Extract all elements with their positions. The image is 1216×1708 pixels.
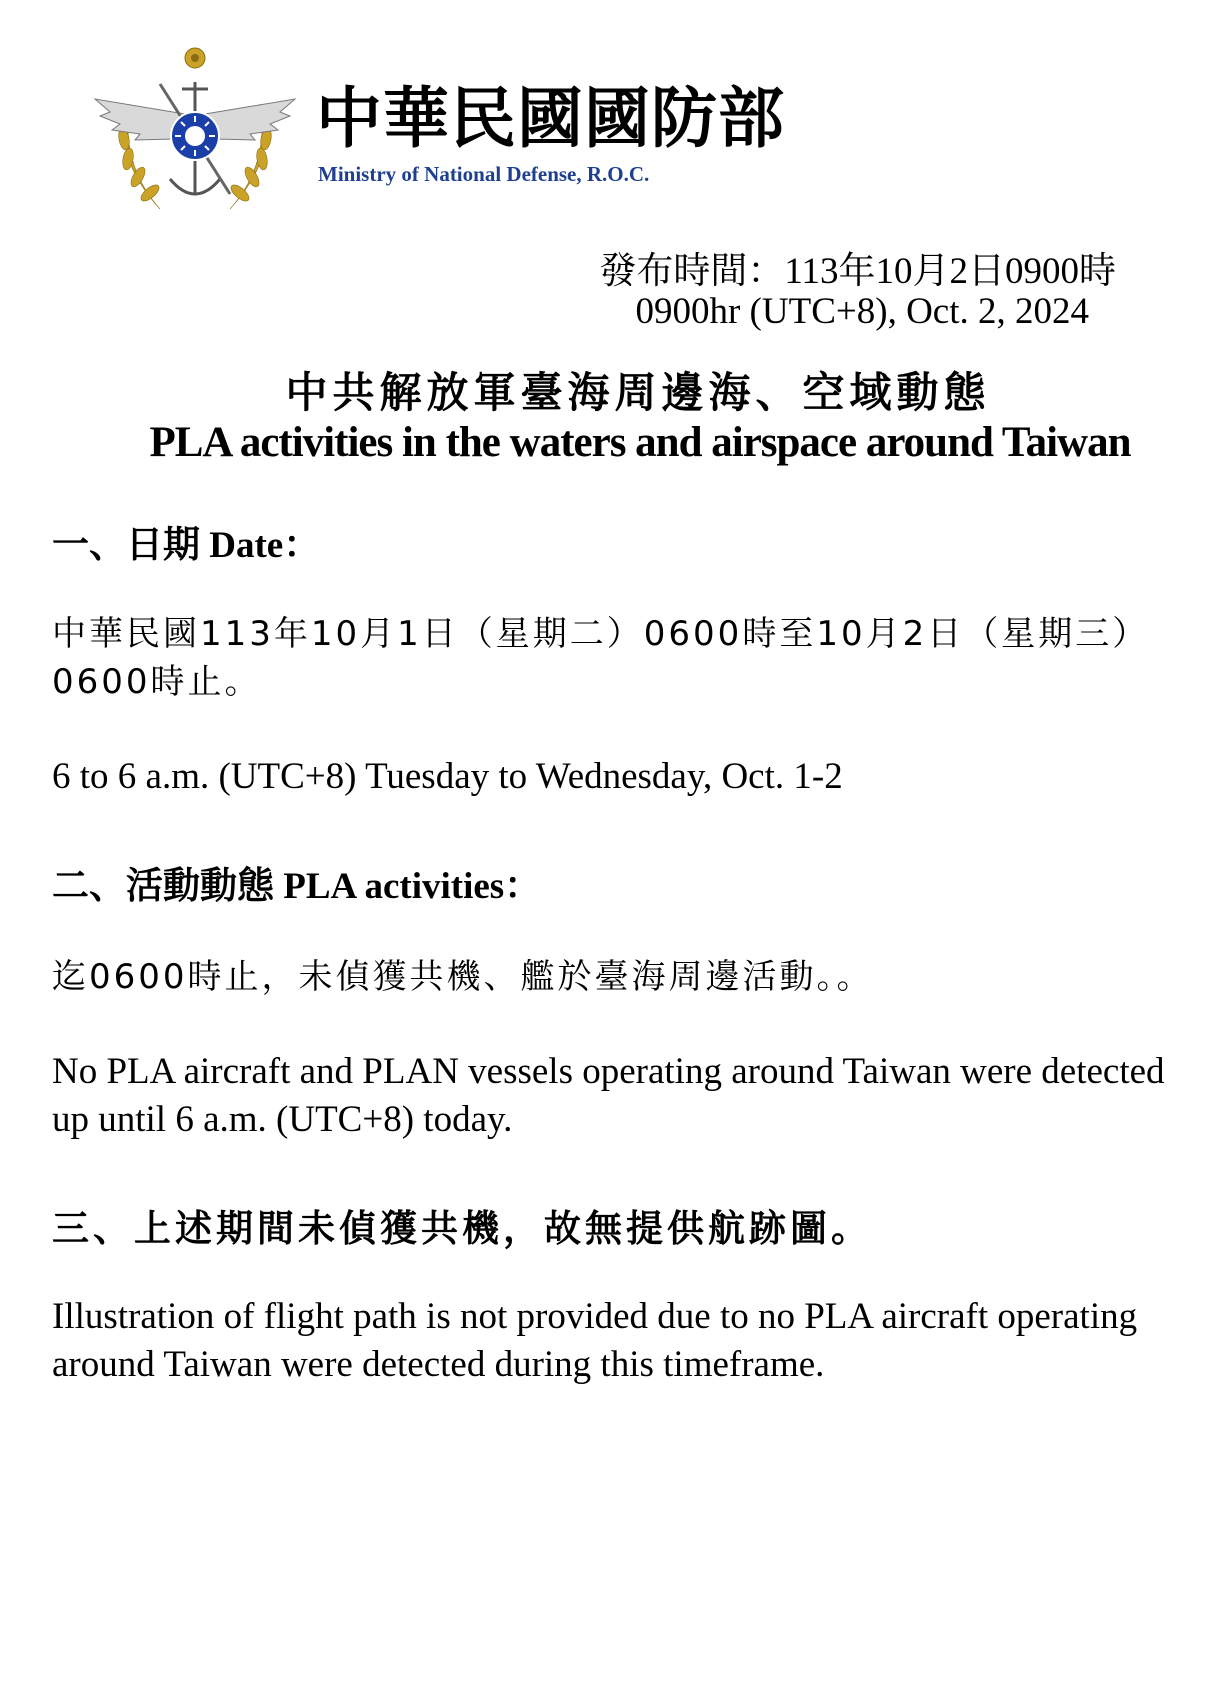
- page-title-zh: 中共解放軍臺海周邊海、空域動態: [285, 368, 991, 417]
- section-flight-path-heading: 三、上述期間未偵獲共機，故無提供航跡圖。: [52, 1207, 872, 1250]
- org-name-en: Ministry of National Defense, R.O.C.: [318, 162, 650, 186]
- page-title-en: PLA activities in the waters and airspace around Taiwan: [149, 419, 1131, 466]
- section-activities-heading: 二、活動動態 PLA activities：: [52, 866, 542, 907]
- release-time-en: 0900hr (UTC+8), Oct. 2, 2024: [635, 291, 1089, 332]
- section-date-heading: 一、日期 Date：: [52, 525, 321, 566]
- section-activities-body-zh: 迄0600時止，未偵獲共機、艦於臺海周邊活動。。: [52, 957, 874, 997]
- section-date-body-en: 6 to 6 a.m. (UTC+8) Tuesday to Wednesday, Oct. 1-2: [52, 756, 843, 797]
- org-name-zh: 中華民國國防部: [316, 80, 785, 157]
- section-flight-path-body-en: Illustration of flight path is not provided due to no PLA aircraft operating around Taiwan were detected during this timeframe.: [52, 1296, 1138, 1385]
- section-date-body-zh: 中華民國113年10月1日（星期二）0600時至10月2日（星期三）0600時止。: [52, 614, 1150, 702]
- section-activities-body-en: No PLA aircraft and PLAN vessels operating around Taiwan were detected up until 6 a.m. (UTC+8) today.: [52, 1051, 1165, 1140]
- mnd-emblem-icon: [90, 44, 300, 222]
- release-time-zh: 發布時間：113年10月2日0900時: [599, 251, 1116, 292]
